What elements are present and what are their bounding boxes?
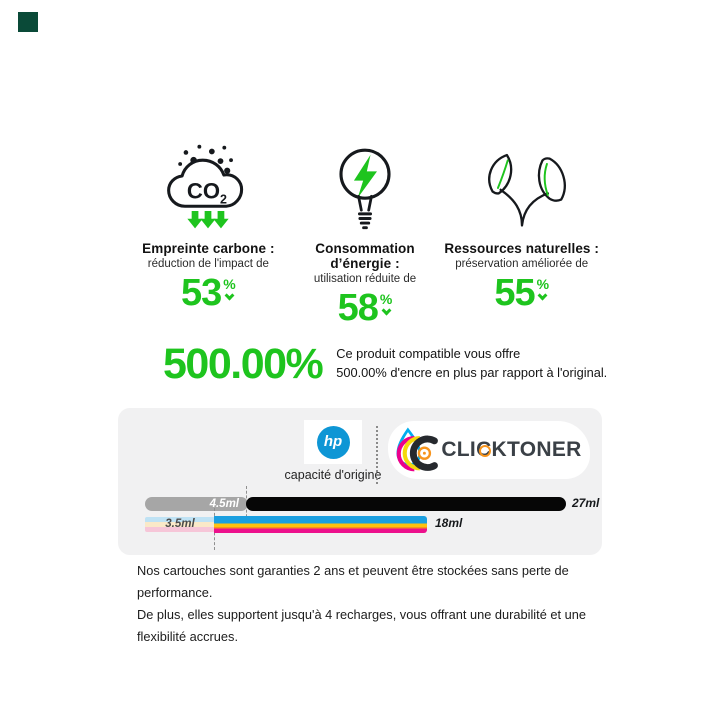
co2-cloud-icon <box>130 140 287 236</box>
leaves-icon <box>443 140 600 236</box>
original-color-bar: 3.5ml <box>145 517 215 532</box>
eco-benefit-resources <box>443 140 600 328</box>
warranty-note <box>137 560 607 648</box>
eco-percentage: 58 <box>337 287 378 329</box>
eco-title: Ressources naturelles : <box>444 241 599 256</box>
compatible-color-label: 18ml <box>435 516 463 530</box>
eco-value <box>130 273 287 313</box>
compatible-color-bar <box>214 516 427 533</box>
clicktoner-logo <box>388 421 590 479</box>
eco-subtitle: préservation améliorée de <box>455 258 589 270</box>
compatible-black-bar <box>246 497 566 511</box>
clicktoner-wordmark: CLI C KTONER <box>441 438 582 461</box>
ink-bonus-value: 500.00% <box>163 339 323 388</box>
eco-value <box>443 273 600 313</box>
eco-title: Empreinte carbone : <box>142 241 275 256</box>
dotted-divider <box>376 426 378 484</box>
eco-percentage: 55 <box>494 272 535 314</box>
click-target-icon: C <box>476 438 492 461</box>
original-black-bar: 4.5ml <box>145 497 248 511</box>
ink-bonus-line2: 500.00% d'encre en plus par rapport à l'original. <box>336 365 608 380</box>
ink-bonus-description <box>336 345 616 382</box>
eco-value <box>287 288 444 328</box>
percent-sign: % <box>379 291 393 307</box>
percent-sign: % <box>536 276 550 292</box>
warranty-line2: De plus, elles supportent jusqu'à 4 recharges, vous offrant une durabilité et une flexibilité accrues. <box>137 607 586 644</box>
energy-bulb-icon <box>287 140 444 236</box>
eco-benefit-energy <box>287 140 444 328</box>
svg-text:CO2: $CO_2$ <box>187 178 228 207</box>
down-arrows-icon <box>188 211 229 228</box>
hp-logo-icon: hp <box>317 426 350 459</box>
eco-benefit-carbon <box>130 140 287 328</box>
capacity-comparison-panel <box>118 408 602 555</box>
compatible-black-label: 27ml <box>572 496 600 510</box>
chevron-down-icon <box>225 291 235 301</box>
eco-title: Consommation d’énergie : <box>315 241 415 271</box>
hp-caption: capacité d'origine <box>284 468 382 482</box>
warranty-line1: Nos cartouches sont garanties 2 ans et peuvent être stockées sans perte de performance. <box>137 563 569 600</box>
ink-drop-icon <box>396 426 440 474</box>
corner-swatch <box>18 12 38 32</box>
ink-bonus-line1: Ce produit compatible vous offre <box>336 346 521 362</box>
percent-sign: % <box>223 276 236 292</box>
ink-bonus-row <box>163 334 616 394</box>
eco-benefits-row <box>130 140 600 328</box>
eco-subtitle: utilisation réduite de <box>313 273 417 285</box>
eco-percentage: 53 <box>180 272 222 314</box>
chevron-down-icon <box>538 291 548 301</box>
eco-subtitle: réduction de l'impact de <box>147 258 269 270</box>
chevron-down-icon <box>381 306 391 316</box>
